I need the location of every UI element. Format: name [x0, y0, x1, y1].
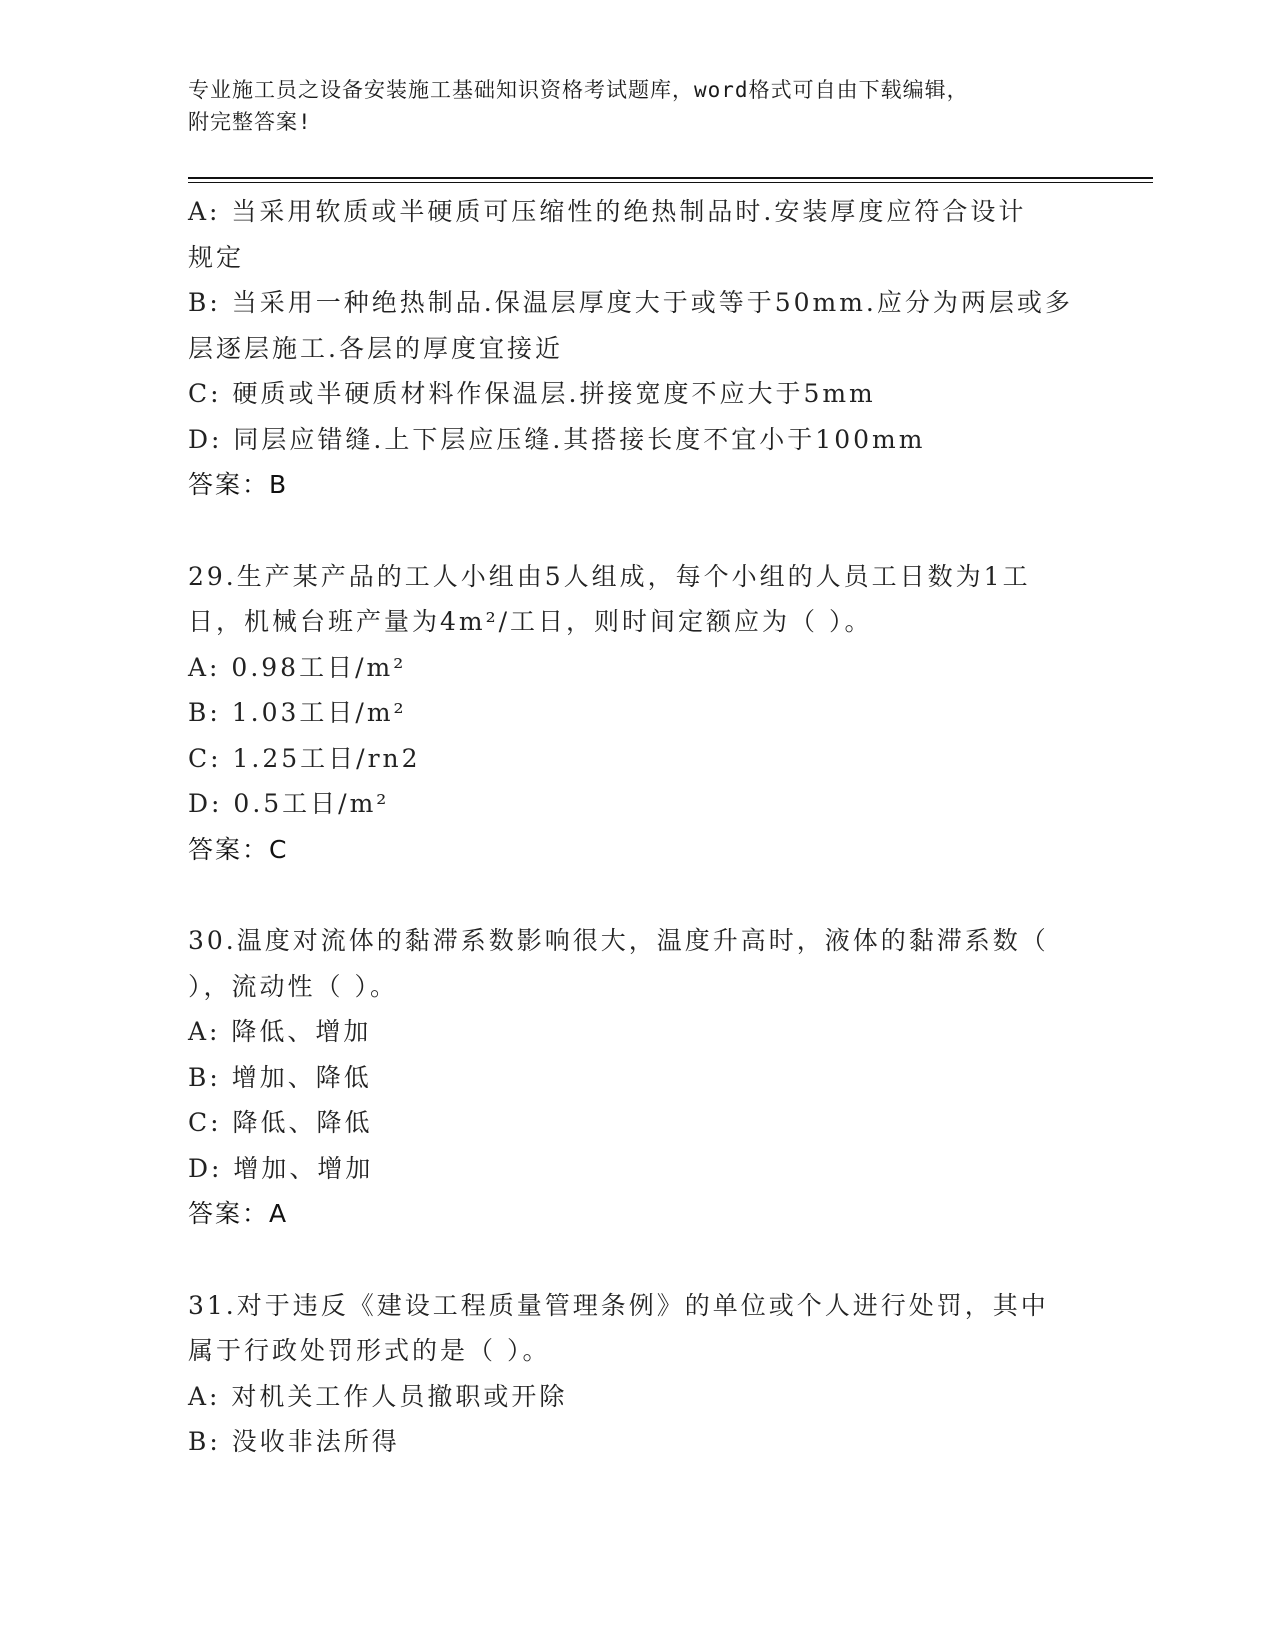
header-line-2: 附完整答案!: [188, 110, 312, 134]
answer: 答案：C: [188, 834, 289, 864]
question-stem-line-1: 30.温度对流体的黏滞系数影响很大，温度升高时，液体的黏滞系数（: [188, 926, 1049, 955]
option-b: B: 增加、降低: [188, 1062, 372, 1092]
question-stem-line-2: ），流动性（ ）。: [188, 971, 398, 1001]
header-line-1: 专业施工员之设备安装施工基础知识资格考试题库，word格式可自由下载编辑，: [188, 78, 969, 102]
option-a-line-1: A: 当采用软质或半硬质可压缩性的绝热制品时.安装厚度应符合设计: [188, 197, 1027, 226]
option-d: D: 同层应错缝.上下层应压缝.其搭接长度不宜小于100mm: [188, 424, 926, 454]
option-b: B: 没收非法所得: [188, 1427, 400, 1456]
option-a: A: 0.98工日/m²: [188, 652, 407, 682]
question-stem-line-1: 29.生产某产品的工人小组由5人组成，每个小组的人员工日数为1工: [188, 561, 1031, 591]
option-c: C: 1.25工日/rn2: [188, 743, 421, 773]
option-b-line-1: B: 当采用一种绝热制品.保温层厚度大于或等于50mm.应分为两层或多: [188, 288, 1073, 317]
document-header: [188, 74, 1068, 138]
header-divider-thin: [188, 182, 1153, 183]
question-list: [188, 189, 1088, 1465]
question-31: [188, 1283, 1088, 1465]
option-d: D: 0.5工日/m²: [188, 789, 390, 818]
question-spacer: [188, 508, 1088, 554]
question-stem-line-2: 属于行政处罚形式的是（ ）。: [188, 1336, 551, 1365]
option-a-line-2: 规定: [188, 242, 245, 272]
answer: 答案：B: [188, 470, 289, 499]
option-c: C: 降低、降低: [188, 1108, 373, 1137]
option-b-line-2: 层逐层施工.各层的厚度宜接近: [188, 333, 563, 363]
question-30: [188, 918, 1088, 1237]
header-divider-thick: [188, 177, 1153, 179]
question-stem-line-1: 31.对于违反《建设工程质量管理条例》的单位或个人进行处罚，其中: [188, 1290, 1049, 1320]
option-c: C: 硬质或半硬质材料作保温层.拼接宽度不应大于5mm: [188, 379, 876, 408]
answer: 答案：A: [188, 1199, 289, 1228]
option-a: A: 对机关工作人员撤职或开除: [188, 1381, 568, 1411]
option-a: A: 降低、增加: [188, 1017, 372, 1046]
question-spacer: [188, 1237, 1088, 1283]
question-28: [188, 189, 1088, 508]
question-stem-line-2: 日，机械台班产量为4m²/工日，则时间定额应为（ ）。: [188, 607, 873, 636]
question-spacer: [188, 872, 1088, 918]
question-29: [188, 554, 1088, 873]
option-d: D: 增加、增加: [188, 1153, 374, 1183]
option-b: B: 1.03工日/m²: [188, 698, 407, 727]
